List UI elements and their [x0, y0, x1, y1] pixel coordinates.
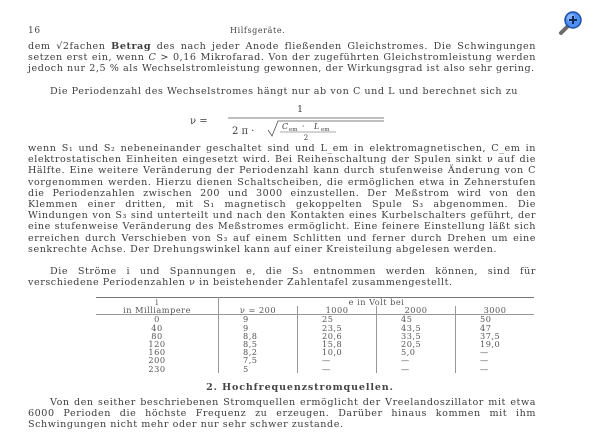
cell-current: 200 — [148, 355, 166, 366]
paragraph-1 — [28, 41, 536, 75]
cell-current: 80 — [151, 330, 163, 341]
page-number: 16 — [28, 26, 41, 36]
subhead-200: ν = 200 — [219, 306, 298, 315]
data-table — [96, 297, 534, 373]
table-row — [96, 365, 534, 373]
paragraph-3 — [28, 143, 536, 255]
formula-inner-denominator: 2 — [303, 134, 309, 142]
p1-bold-term: Betrag — [111, 41, 152, 52]
formula-inner-dot: · — [302, 122, 305, 131]
cell-voltage: — — [298, 356, 377, 364]
cell-current: 230 — [148, 363, 166, 374]
cell-voltage: — — [377, 365, 456, 373]
cell-voltage: — — [377, 356, 456, 364]
cell-voltage: — — [298, 365, 377, 373]
cell-voltage: 8,8 — [219, 332, 298, 340]
section-heading: 2. Hochfrequenzstromquellen. — [206, 382, 394, 393]
cell-voltage: 50 — [456, 315, 535, 324]
formula-inner-c: C — [282, 122, 289, 131]
cell-voltage: 9 — [219, 324, 298, 332]
p3-text: wenn S₁ und S₂ nebeneinander geschaltet sind und L_em in elektromagnetischen, C_em in elektrostatischen Einheiten eingesetzt wird. Bei Reihenschaltung der Spulen sinkt ν auf die Hälfte. Eine weitere Veränderung der Periodenzahl kann durch stufenweise Änderung von C vorgenommen werden. Hierzu dienen Schaltscheiben, die ermöglichen etwa in Zehnerstufen die Periodenzahlen zwischen 200 und 3000 einzustellen. Der Meßstrom wird von den Klemmen einer dritten, mit S₁ magnetisch gekoppelten Spule S₃ abgenommen. Die Windungen von S₃ sind unterteilt und nach den Kontakten eines Kurbelschalters geführt, der eine stufenweise Veränderung des Meßstromes ermöglicht. Eine feinere Einstellung läßt sich erreichen durch Verschieben von S₃ auf einem Schlitten und ferner durch Drehen um eine senkrechte Achse. Der Drehungswinkel kann auf einer Kreisteilung abgelesen werden. — [28, 143, 536, 255]
cell-voltage: 45 — [377, 315, 456, 324]
cell-current: 160 — [148, 347, 166, 358]
subhead-3000: 3000 — [456, 306, 535, 315]
zoom-in-icon[interactable] — [558, 10, 584, 36]
running-title: Hilfsgeräte. — [230, 26, 286, 35]
cell-voltage: 5 — [219, 365, 298, 373]
cell-voltage: 15,8 — [298, 340, 377, 348]
cell-voltage: 7,5 — [219, 356, 298, 364]
cell-voltage: 23,5 — [298, 324, 377, 332]
cell-voltage: 8,2 — [219, 348, 298, 356]
cell-voltage: 20,5 — [377, 340, 456, 348]
cell-voltage: 8,5 — [219, 340, 298, 348]
paragraph-2 — [28, 86, 536, 97]
cell-voltage: 20,6 — [298, 332, 377, 340]
p1-text-a: dem — [28, 41, 57, 52]
paragraph-4 — [28, 266, 536, 288]
p5-text: Von den seither beschriebenen Stromquellen ermöglicht der Vreelandoszillator mit etwa 6000 Perioden die höchste Frequenz zu erzeugen. Darüber hinaus kommen mit ihm Schwingungen nicht mehr oder nur sehr schwer zustande. — [28, 397, 536, 431]
p1-text-c: des nach jeder Anode fließenden Gleichstromes. Die Schwingungen setzen erst ein, wenn — [28, 41, 536, 64]
formula-inner-l: L — [314, 122, 320, 131]
formula-inner-c-sub: em — [289, 127, 298, 133]
cell-voltage: — — [456, 365, 535, 373]
subhead-2000: 2000 — [377, 306, 456, 315]
p1-text-b: fachen — [69, 41, 112, 52]
col-i-unit: in Milliampere — [123, 305, 191, 316]
cell-voltage: 43,5 — [377, 324, 456, 332]
cell-voltage: 33,5 — [377, 332, 456, 340]
cell-voltage: — — [456, 348, 535, 356]
cell-current: 0 — [154, 314, 160, 325]
table-body — [96, 315, 534, 373]
p1-var-c: C — [148, 52, 157, 64]
col-i-symbol: i — [155, 297, 159, 307]
p1-text-d: > 0,16 Mikrofarad. Von der zugeführten Gleichstromleistung werden jedoch nur 2,5 % als Wechselstromleistung gewonnen, der Wirkungsgrad ist also sehr gering. — [28, 52, 536, 75]
group-header: e in Volt bei — [219, 298, 535, 307]
cell-voltage: 47 — [456, 324, 535, 332]
p1-sqrt: √2 — [56, 41, 70, 52]
cell-current: 40 — [151, 322, 163, 333]
formula — [190, 100, 420, 142]
cell-voltage: 5,0 — [377, 348, 456, 356]
cell-voltage: 25 — [298, 315, 377, 324]
cell-current: 120 — [148, 339, 166, 350]
paragraph-5 — [28, 397, 536, 431]
subhead-1000: 1000 — [298, 306, 377, 315]
formula-numerator: 1 — [296, 104, 304, 115]
cell-voltage: 9 — [219, 315, 298, 324]
p2-text: Die Periodenzahl des Wechselstromes hängt nur ab von C und L und berechnet sich zu — [50, 86, 519, 97]
cell-voltage: — — [456, 356, 535, 364]
cell-voltage: 19,0 — [456, 340, 535, 348]
cell-voltage: 10,0 — [298, 348, 377, 356]
formula-lhs: ν = — [190, 116, 208, 127]
cell-voltage: 37,5 — [456, 332, 535, 340]
formula-inner-l-sub: em — [321, 127, 330, 133]
formula-denominator-prefix: 2 π · — [232, 126, 255, 137]
p4-text: Die Ströme i und Spannungen e, die S₃ entnommen werden können, sind für verschiedene Periodenzahlen ν in beistehender Zahlentafel zusammengestellt. — [28, 266, 536, 289]
